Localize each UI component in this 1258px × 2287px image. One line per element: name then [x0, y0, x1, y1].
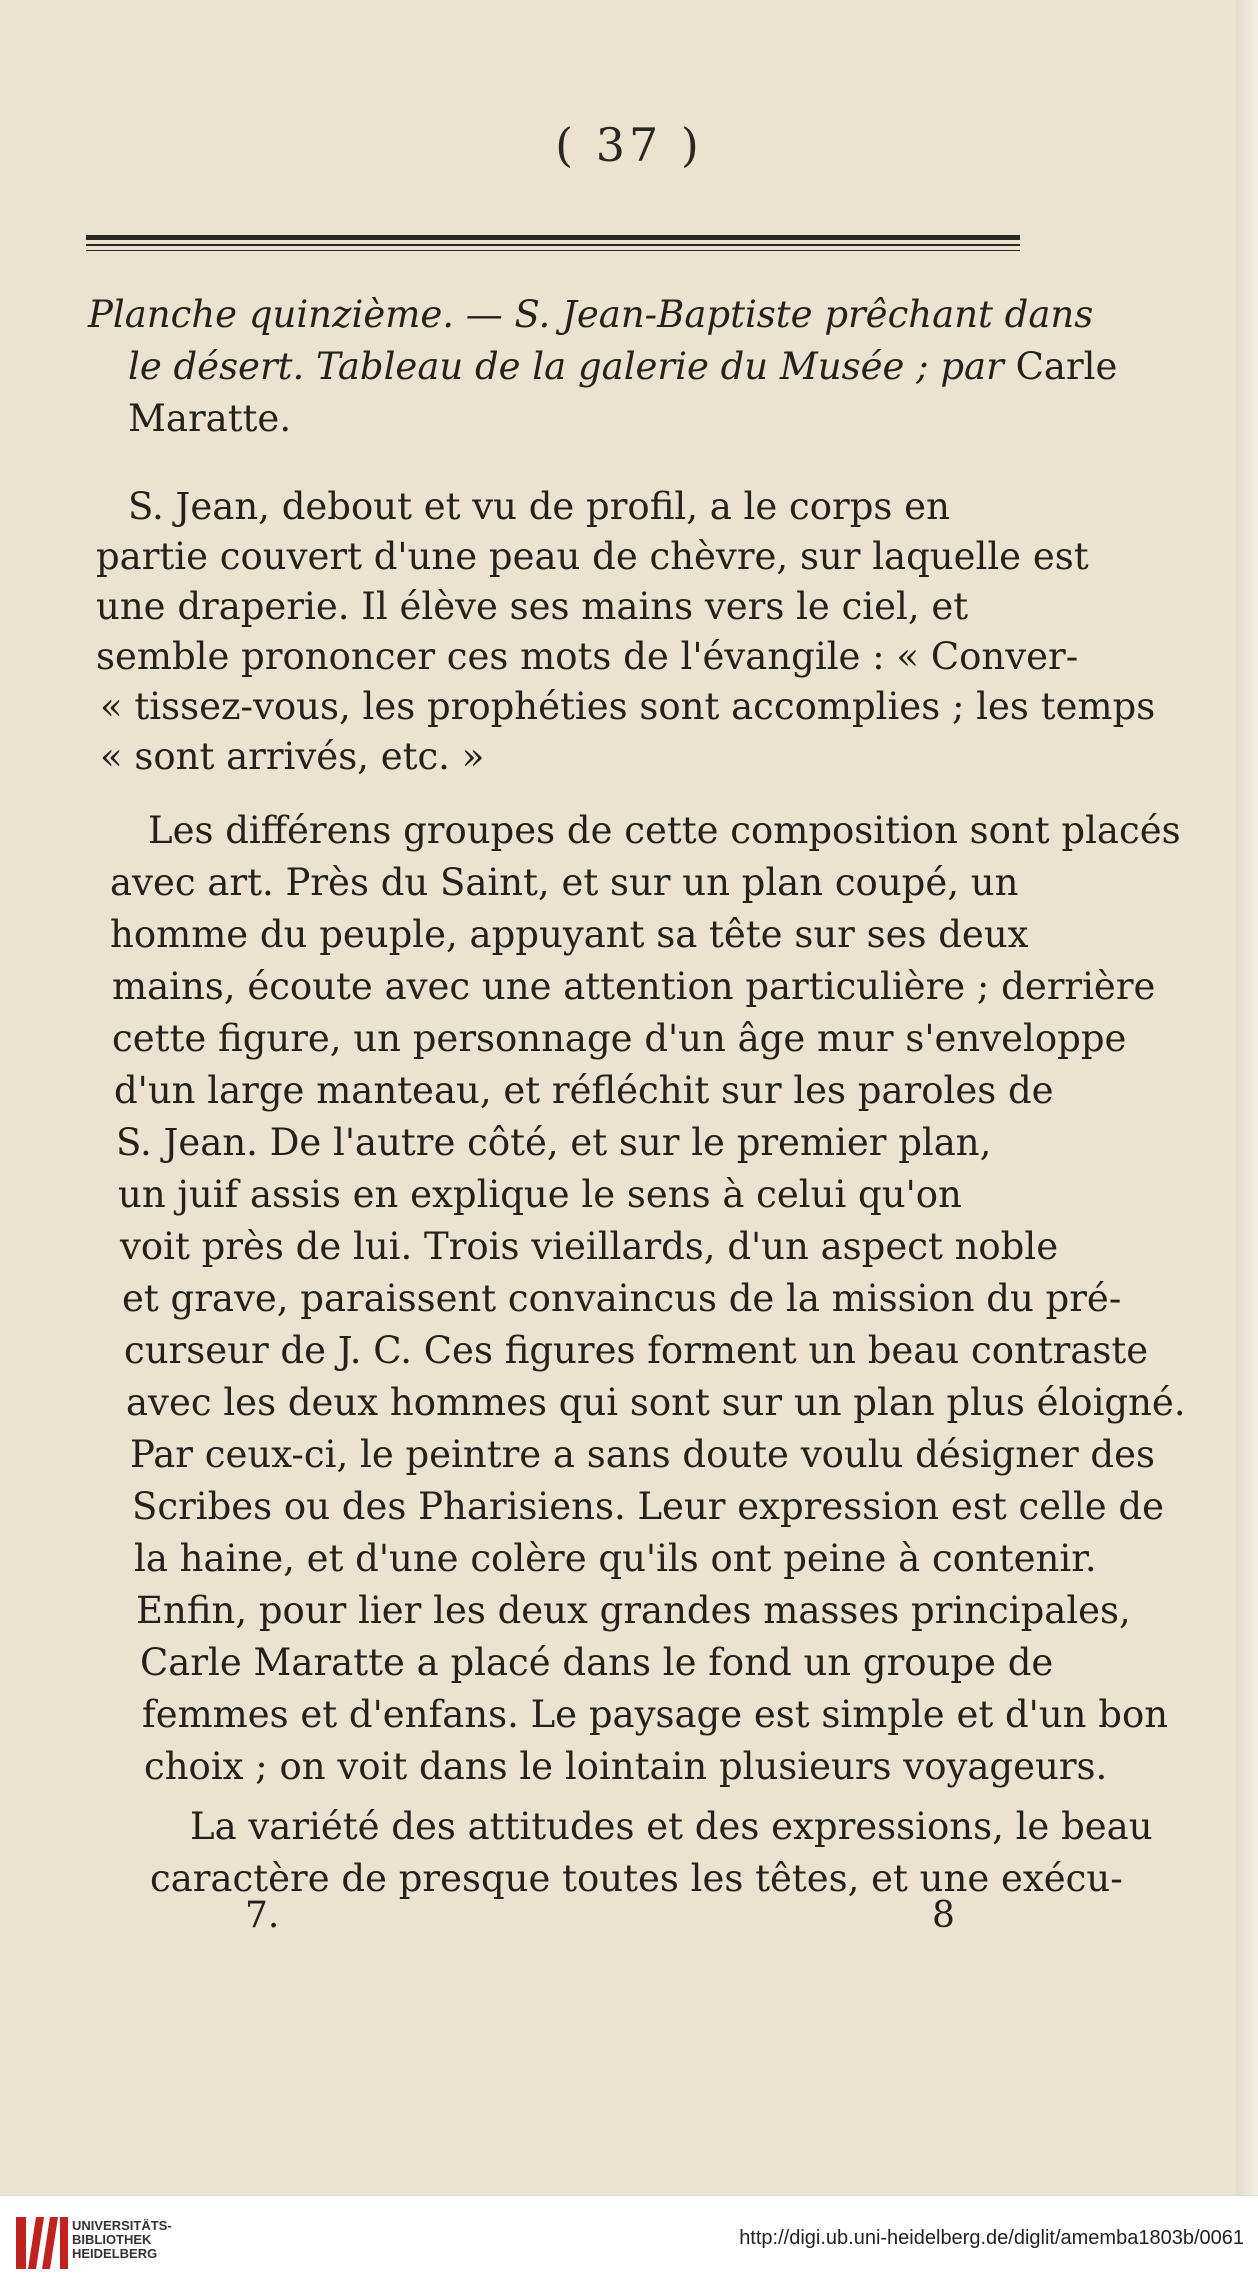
paragraph-line: Scribes ou des Pharisiens. Leur expression est celle de — [132, 1485, 1164, 1528]
library-name-line: HEIDELBERG — [72, 2246, 158, 2261]
footer-bar — [0, 2195, 1258, 2287]
paragraph-line: semble prononcer ces mots de l'évangile : « Conver- — [96, 635, 1079, 678]
library-name-line: UNIVERSITÄTS- — [72, 2218, 172, 2233]
paragraph-line: mains, écoute avec une attention particulière ; derrière — [112, 965, 1156, 1008]
paragraph-line: Carle Maratte a placé dans le fond un groupe de — [140, 1641, 1054, 1684]
paragraph-line: voit près de lui. Trois vieillards, d'un aspect noble — [120, 1225, 1059, 1268]
paragraph-line: caractère de presque toutes les têtes, et une exécu- — [150, 1857, 1123, 1900]
paragraph-line: S. Jean, debout et vu de profil, a le corps en — [128, 485, 950, 528]
paragraph-line: choix ; on voit dans le lointain plusieurs voyageurs. — [144, 1745, 1108, 1788]
paragraph-line: femmes et d'enfans. Le paysage est simple et d'un bon — [142, 1693, 1169, 1736]
library-name — [72, 2219, 272, 2261]
caption-line: Planche quinzième. — S. Jean-Baptiste prêchant dans — [88, 293, 1094, 336]
paragraph-line: d'un large manteau, et réfléchit sur les paroles de — [114, 1069, 1054, 1112]
page-number: ( 37 ) — [555, 118, 703, 172]
header-rule-medium — [86, 244, 1020, 246]
paragraph-line: homme du peuple, appuyant sa tête sur ses deux — [110, 913, 1029, 956]
paragraph-line: et grave, paraissent convaincus de la mission du pré- — [122, 1277, 1122, 1320]
paragraph-line: curseur de J. C. Ces figures forment un beau contraste — [124, 1329, 1149, 1372]
caption-author: Carle — [1015, 345, 1118, 388]
paragraph-line: la haine, et d'une colère qu'ils ont peine à contenir. — [134, 1537, 1097, 1580]
paragraph-line: « sont arrivés, etc. » — [100, 735, 485, 778]
paragraph-line: cette figure, un personnage d'un âge mur s'enveloppe — [112, 1017, 1127, 1060]
paragraph-line: Enfin, pour lier les deux grandes masses principales, — [136, 1589, 1131, 1632]
header-rule-thick — [86, 235, 1020, 240]
university-library-logo — [14, 2213, 70, 2273]
source-url[interactable]: http://digi.ub.uni-heidelberg.de/diglit/amemba1803b/0061 — [739, 2227, 1244, 2249]
library-name-line: BIBLIOTHEK — [72, 2232, 152, 2247]
paragraph-line: avec les deux hommes qui sont sur un plan plus éloigné. — [126, 1381, 1186, 1424]
page-edge — [1236, 0, 1258, 2195]
caption-text: le désert. Tableau de la galerie du Musée ; par — [128, 345, 1004, 388]
paragraph-line: La variété des attitudes et des expressions, le beau — [190, 1805, 1153, 1848]
signature-mark-left: 7. — [245, 1895, 280, 1936]
signature-marks — [0, 1895, 1258, 1945]
paragraph-line: Les différens groupes de cette composition sont placés — [148, 809, 1181, 852]
paragraph-line: une draperie. Il élève ses mains vers le ciel, et — [96, 585, 969, 628]
signature-mark-right: 8 — [932, 1895, 955, 1936]
paragraph-line: un juif assis en explique le sens à celui qu'on — [118, 1173, 962, 1216]
paragraph-line: « tissez-vous, les prophéties sont accomplies ; les temps — [100, 685, 1156, 728]
header-rule-thin — [86, 250, 1020, 251]
paragraph-line: partie couvert d'une peau de chèvre, sur laquelle est — [96, 535, 1089, 578]
paragraph-line: avec art. Près du Saint, et sur un plan coupé, un — [110, 861, 1019, 904]
caption-line — [128, 342, 1117, 392]
paragraph-line: S. Jean. De l'autre côté, et sur le premier plan, — [116, 1121, 992, 1164]
caption-author-line: Maratte. — [128, 397, 292, 440]
paragraph-line: Par ceux-ci, le peintre a sans doute voulu désigner des — [130, 1433, 1155, 1476]
